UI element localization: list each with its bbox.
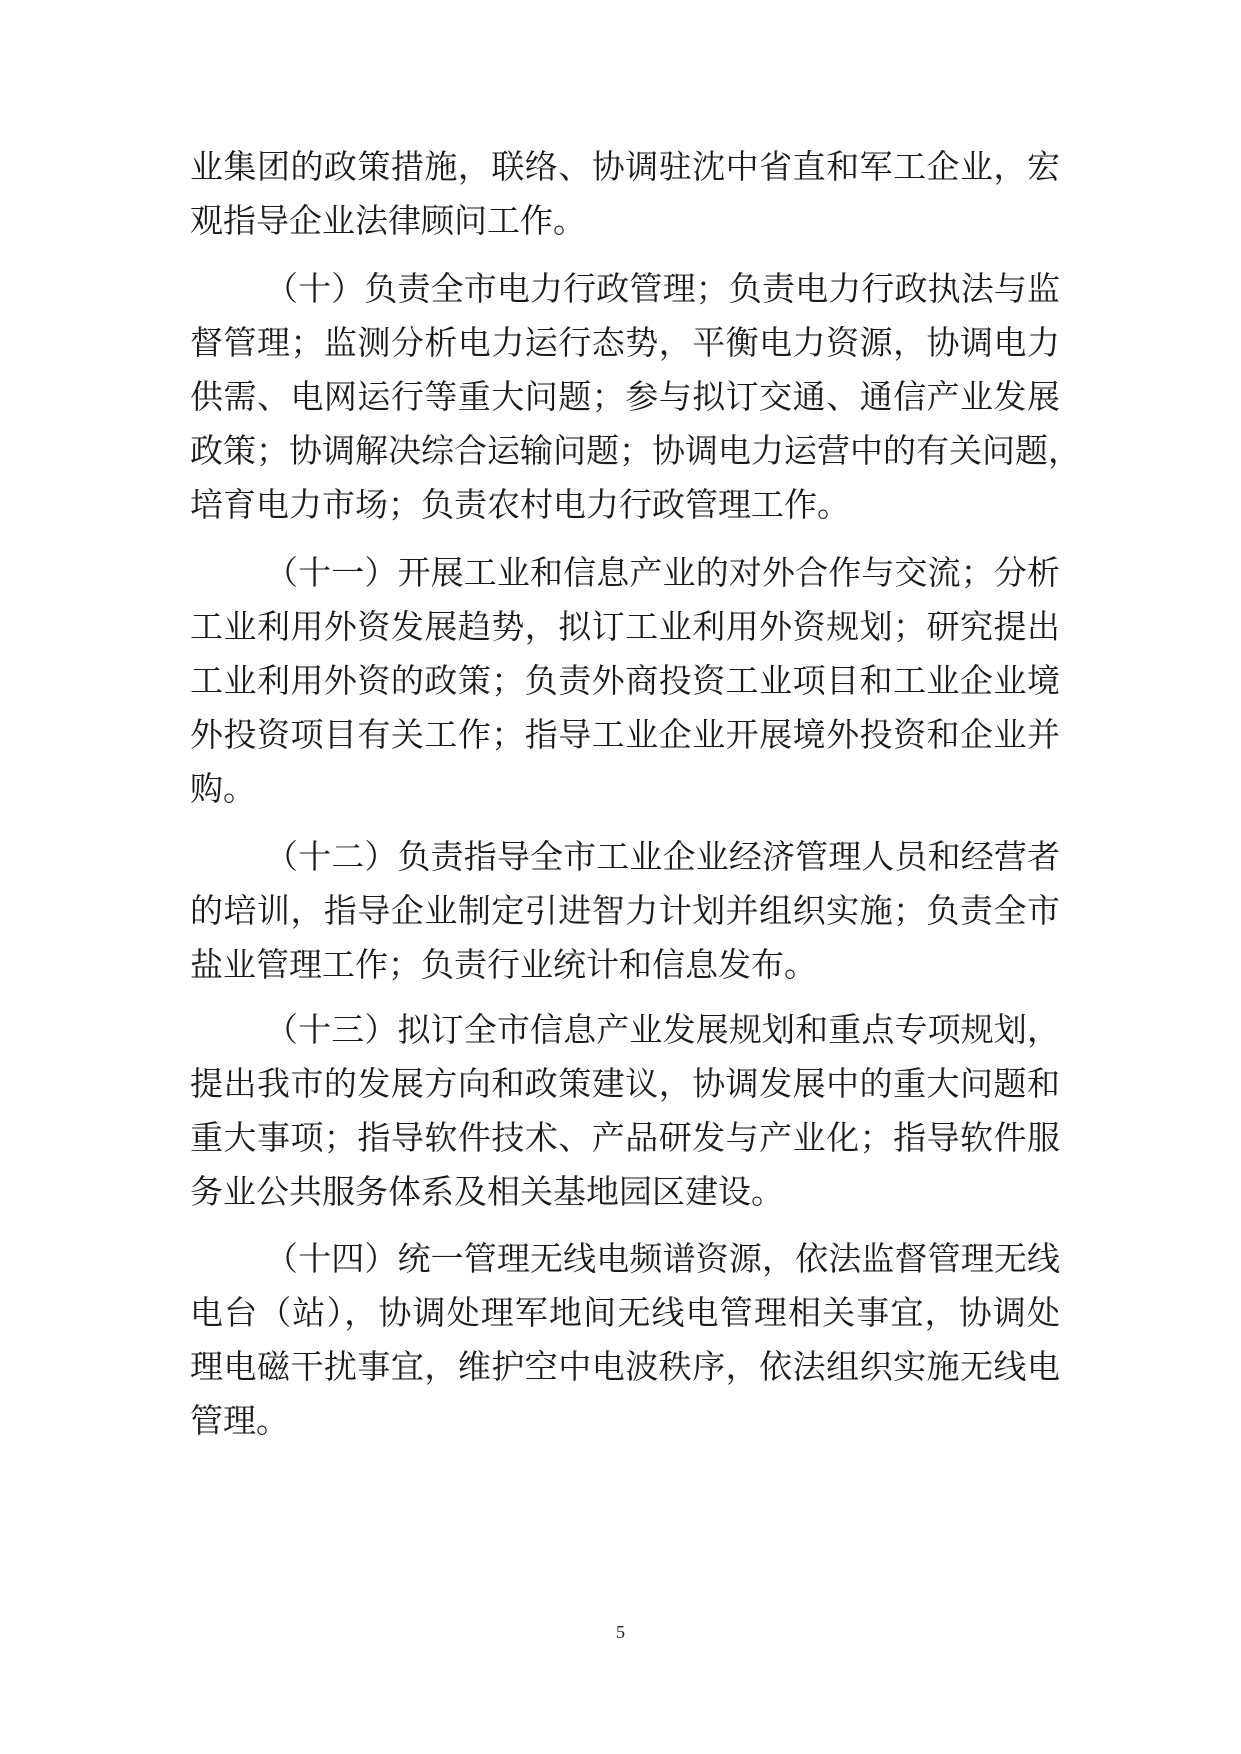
paragraph-line: （十二）负责指导全市工业企业经济管理人员和经营者 — [265, 837, 1060, 876]
paragraph-line: （十一）开展工业和信息产业的对外合作与交流；分析 — [265, 553, 1060, 592]
paragraph-item-14 — [190, 1232, 1060, 1448]
paragraph-line: 工业利用外资的政策；负责外商投资工业项目和工业企业境 — [190, 661, 1060, 700]
paragraph-continuation — [190, 140, 1060, 248]
paragraph-item-12 — [190, 830, 1060, 992]
paragraph-item-13 — [190, 1003, 1060, 1219]
paragraph-line: 业集团的政策措施，联络、协调驻沈中省直和军工企业，宏 — [190, 147, 1060, 186]
paragraph-item-10 — [190, 262, 1081, 532]
paragraph-line: 培育电力市场；负责农村电力行政管理工作。 — [190, 485, 850, 524]
paragraph-line: 外投资项目有关工作；指导工业企业开展境外投资和企业并 — [190, 715, 1060, 754]
paragraph-line: （十四）统一管理无线电频谱资源，依法监督管理无线 — [265, 1239, 1060, 1278]
paragraph-item-11 — [190, 546, 1060, 816]
paragraph-line: 电台（站），协调处理军地间无线电管理相关事宜，协调处 — [190, 1293, 1060, 1332]
paragraph-line: 重大事项；指导软件技术、产品研发与产业化；指导软件服 — [190, 1118, 1060, 1157]
paragraph-line: （十三）拟订全市信息产业发展规划和重点专项规划， — [265, 1010, 1060, 1049]
paragraph-line: 提出我市的发展方向和政策建议，协调发展中的重大问题和 — [190, 1064, 1060, 1103]
paragraph-line: 理电磁干扰事宜，维护空中电波秩序，依法组织实施无线电 — [190, 1347, 1060, 1386]
paragraph-line: 观指导企业法律顾问工作。 — [190, 201, 586, 240]
paragraph-line: 务业公共服务体系及相关基地园区建设。 — [190, 1172, 784, 1211]
paragraph-line: 管理。 — [190, 1401, 289, 1440]
paragraph-line: （十）负责全市电力行政管理；负责电力行政执法与监 — [265, 269, 1060, 308]
paragraph-line: 政策；协调解决综合运输问题；协调电力运营中的有关问题， — [190, 431, 1081, 470]
paragraph-line: 盐业管理工作；负责行业统计和信息发布。 — [190, 945, 817, 984]
paragraph-line: 工业利用外资发展趋势，拟订工业利用外资规划；研究提出 — [190, 607, 1060, 646]
paragraph-line: 的培训，指导企业制定引进智力计划并组织实施；负责全市 — [190, 891, 1060, 930]
paragraph-line: 购。 — [190, 769, 256, 808]
paragraph-line: 督管理；监测分析电力运行态势，平衡电力资源，协调电力 — [190, 323, 1060, 362]
page-number: 5 — [616, 1622, 625, 1642]
paragraph-line: 供需、电网运行等重大问题；参与拟订交通、通信产业发展 — [190, 377, 1060, 416]
